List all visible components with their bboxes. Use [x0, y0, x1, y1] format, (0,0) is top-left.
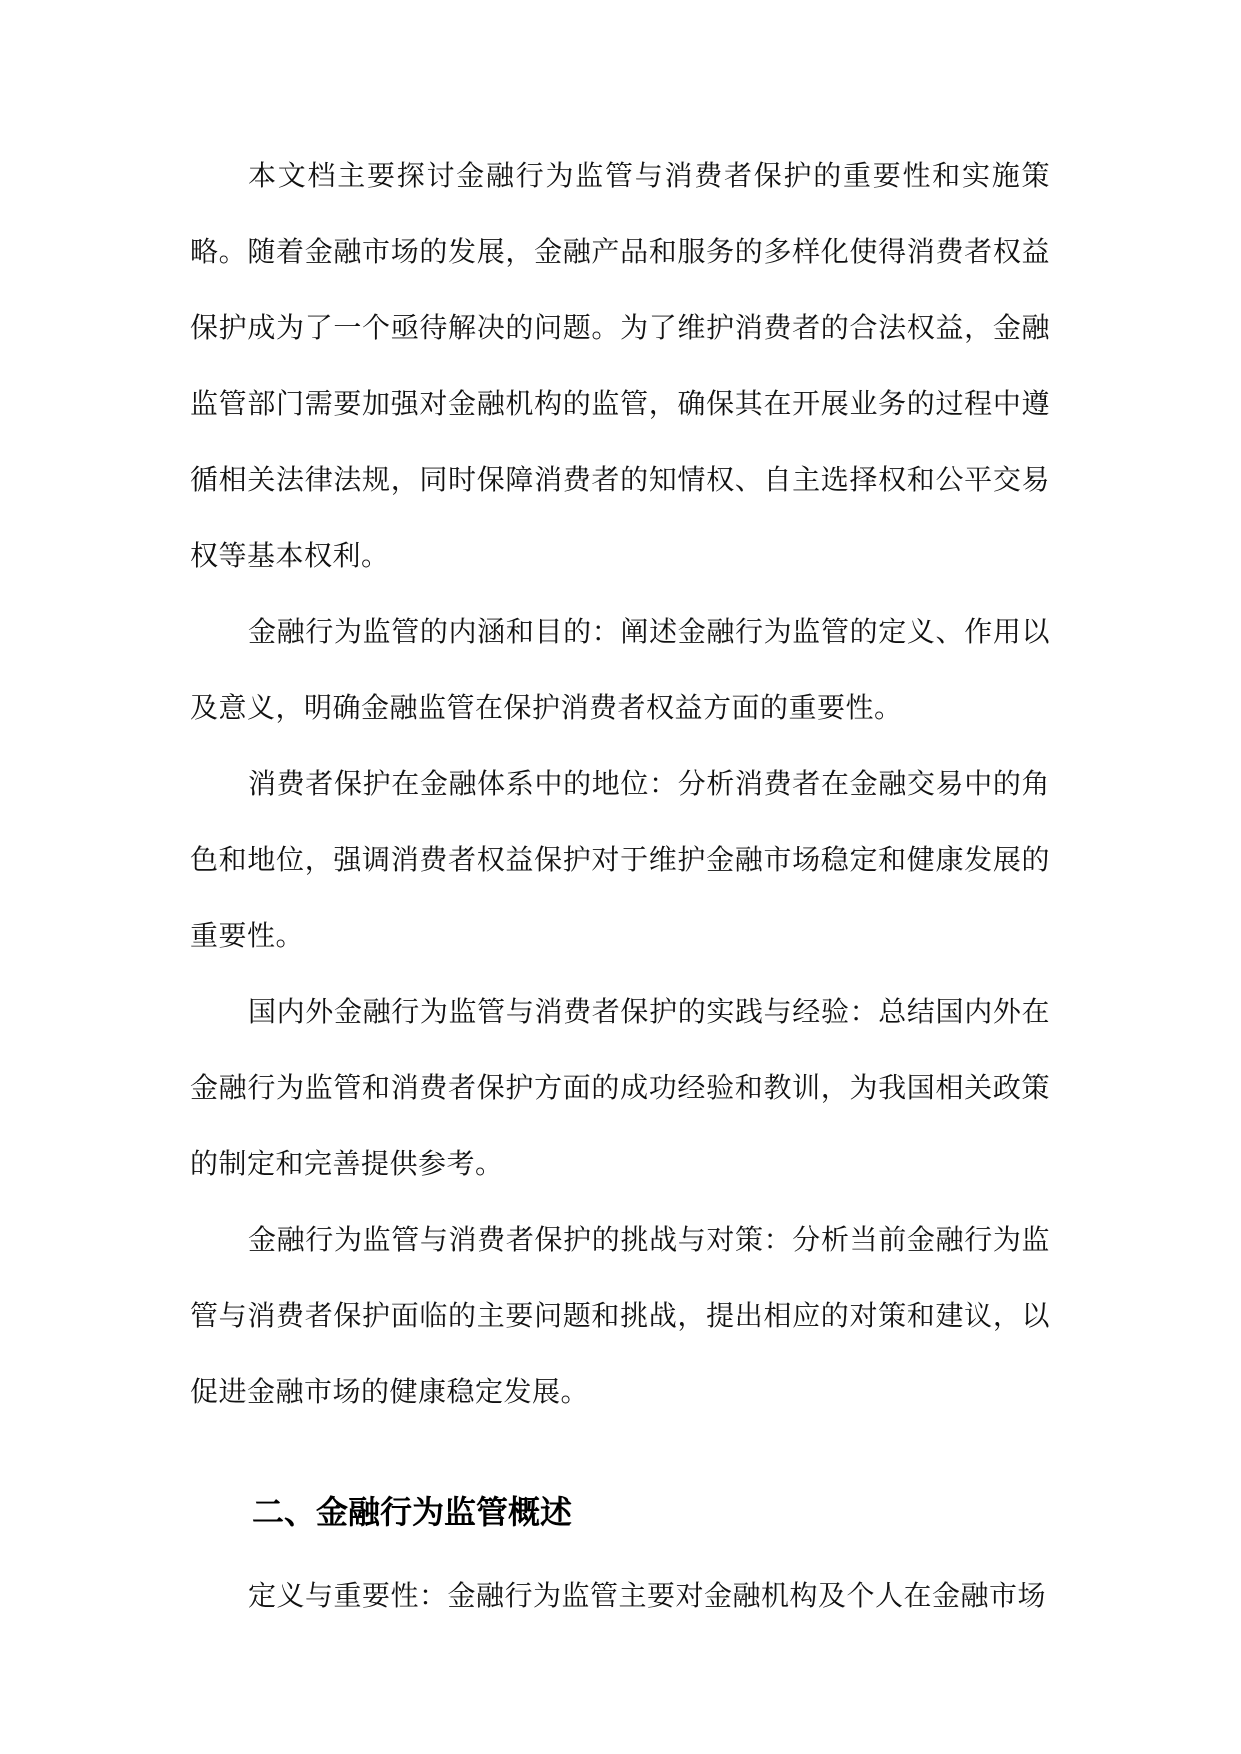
consumer-position-paragraph: 消费者保护在金融体系中的地位：分析消费者在金融交易中的角色和地位，强调消费者权益保护对于维护金融市场稳定和健康发展的重要性。 [190, 767, 1050, 952]
intro-paragraph: 本文档主要探讨金融行为监管与消费者保护的重要性和实施策略。随着金融市场的发展，金融产品和服务的多样化使得消费者权益保护成为了一个亟待解决的问题。为了维护消费者的合法权益，金融监管部门需要加强对金融机构的监管，确保其在开展业务的过程中遵循相关法律法规，同时保障消费者的知情权、自主选择权和公平交易权等基本权利。 [190, 159, 1050, 572]
section-heading: 二、金融行为监管概述 [252, 1493, 573, 1531]
behavior-regulation-paragraph: 金融行为监管的内涵和目的：阐述金融行为监管的定义、作用以及意义，明确金融监管在保护消费者权益方面的重要性。 [190, 615, 1050, 724]
document-body [190, 138, 1050, 1634]
domestic-foreign-practice-paragraph: 国内外金融行为监管与消费者保护的实践与经验：总结国内外在金融行为监管和消费者保护方面的成功经验和教训，为我国相关政策的制定和完善提供参考。 [190, 995, 1050, 1180]
definition-paragraph: 定义与重要性：金融行为监管主要对金融机构及个人在金融市场 [248, 1579, 1047, 1612]
challenges-paragraph: 金融行为监管与消费者保护的挑战与对策：分析当前金融行为监管与消费者保护面临的主要问题和挑战，提出相应的对策和建议，以促进金融市场的健康稳定发展。 [190, 1223, 1050, 1408]
